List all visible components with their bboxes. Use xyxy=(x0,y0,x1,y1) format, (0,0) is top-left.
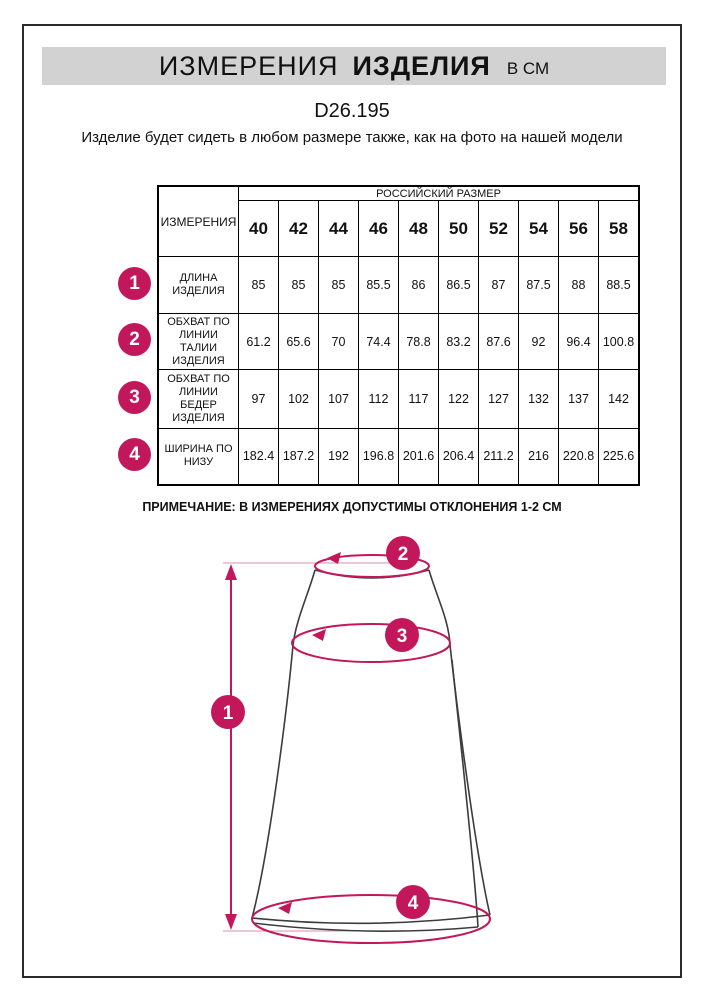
title-word-measurements: ИЗМЕРЕНИЯ xyxy=(158,50,339,81)
title-units: В СМ xyxy=(506,59,550,78)
value-cell: 97 xyxy=(239,370,279,429)
value-cell: 216 xyxy=(519,429,559,485)
value-cell: 74.4 xyxy=(359,314,399,370)
value-cell: 78.8 xyxy=(399,314,439,370)
svg-text:2: 2 xyxy=(397,544,409,565)
table-row xyxy=(158,429,639,485)
left-side-seam xyxy=(252,570,315,918)
title-word-product: ИЗДЕЛИЯ xyxy=(352,50,491,81)
size-col-header: 42 xyxy=(279,201,319,257)
value-cell: 86 xyxy=(399,257,439,314)
value-cell: 65.6 xyxy=(279,314,319,370)
value-cell: 132 xyxy=(519,370,559,429)
value-cell: 61.2 xyxy=(239,314,279,370)
row-badge-4: 4 xyxy=(118,438,151,471)
size-col-header: 48 xyxy=(399,201,439,257)
diagram-badge-1 xyxy=(211,695,245,729)
value-cell: 87 xyxy=(479,257,519,314)
side-slit-line xyxy=(452,660,478,927)
svg-text:4: 4 xyxy=(407,893,419,914)
value-cell: 196.8 xyxy=(359,429,399,485)
length-arrow xyxy=(222,564,237,930)
svg-text:1: 1 xyxy=(222,703,234,724)
subtitle: Изделие будет сидеть в любом размере также, как на фото на нашей модели xyxy=(81,129,623,146)
row-label: ОБХВАТ ПО ЛИНИИ ТАЛИИ ИЗДЕЛИЯ xyxy=(158,314,239,370)
value-cell: 127 xyxy=(479,370,519,429)
model-code: D26.195 xyxy=(314,100,390,122)
value-cell: 107 xyxy=(319,370,359,429)
size-col-header: 58 xyxy=(599,201,640,257)
row-badge-1: 1 xyxy=(118,267,151,300)
row-badge-3: 3 xyxy=(118,381,151,414)
value-cell: 85.5 xyxy=(359,257,399,314)
hem-fold-edge xyxy=(253,923,478,931)
size-col-header: 50 xyxy=(439,201,479,257)
value-cell: 87.5 xyxy=(519,257,559,314)
table-row xyxy=(158,314,639,370)
measurements-header: ИЗМЕРЕНИЯ xyxy=(158,186,239,257)
value-cell: 102 xyxy=(279,370,319,429)
value-cell: 88.5 xyxy=(599,257,640,314)
diagram-badge-4 xyxy=(396,885,430,919)
value-cell: 88 xyxy=(559,257,599,314)
row-label: ШИРИНА ПО НИЗУ xyxy=(158,429,239,485)
value-cell: 85 xyxy=(279,257,319,314)
value-cell: 117 xyxy=(399,370,439,429)
value-cell: 85 xyxy=(319,257,359,314)
table-row xyxy=(158,370,639,429)
waist-arrowhead xyxy=(327,552,341,564)
value-cell: 87.6 xyxy=(479,314,519,370)
size-group-header: РОССИЙСКИЙ РАЗМЕР xyxy=(239,186,640,201)
size-col-header: 44 xyxy=(319,201,359,257)
value-cell: 201.6 xyxy=(399,429,439,485)
size-col-header: 56 xyxy=(559,201,599,257)
size-col-header: 54 xyxy=(519,201,559,257)
value-cell: 86.5 xyxy=(439,257,479,314)
right-side-seam xyxy=(429,570,490,915)
row-badge-2: 2 xyxy=(118,323,151,356)
value-cell: 112 xyxy=(359,370,399,429)
value-cell: 225.6 xyxy=(599,429,640,485)
hip-ellipse xyxy=(292,624,450,662)
value-cell: 85 xyxy=(239,257,279,314)
table-row xyxy=(158,257,639,314)
svg-text:3: 3 xyxy=(396,626,408,647)
diagram-badge-2 xyxy=(386,536,420,570)
row-label: ДЛИНА ИЗДЕЛИЯ xyxy=(158,257,239,314)
page-frame xyxy=(22,24,682,978)
size-col-header: 46 xyxy=(359,201,399,257)
value-cell: 70 xyxy=(319,314,359,370)
size-table xyxy=(157,185,640,486)
diagram-badge-3 xyxy=(385,618,419,652)
value-cell: 100.8 xyxy=(599,314,640,370)
value-cell: 122 xyxy=(439,370,479,429)
size-col-header: 52 xyxy=(479,201,519,257)
value-cell: 142 xyxy=(599,370,640,429)
value-cell: 92 xyxy=(519,314,559,370)
size-col-header: 40 xyxy=(239,201,279,257)
title-bar xyxy=(42,47,666,85)
value-cell: 220.8 xyxy=(559,429,599,485)
value-cell: 187.2 xyxy=(279,429,319,485)
value-cell: 83.2 xyxy=(439,314,479,370)
value-cell: 192 xyxy=(319,429,359,485)
row-label: ОБХВАТ ПО ЛИНИИ БЕДЕР ИЗДЕЛИЯ xyxy=(158,370,239,429)
value-cell: 206.4 xyxy=(439,429,479,485)
value-cell: 211.2 xyxy=(479,429,519,485)
tolerance-note: ПРИМЕЧАНИЕ: В ИЗМЕРЕНИЯХ ДОПУСТИМЫ ОТКЛОНЕНИЯ 1-2 СМ xyxy=(142,500,562,514)
garment-diagram xyxy=(180,530,520,970)
value-cell: 137 xyxy=(559,370,599,429)
hem-edge xyxy=(252,915,490,923)
value-cell: 96.4 xyxy=(559,314,599,370)
value-cell: 182.4 xyxy=(239,429,279,485)
size-table-header-row xyxy=(158,186,639,201)
